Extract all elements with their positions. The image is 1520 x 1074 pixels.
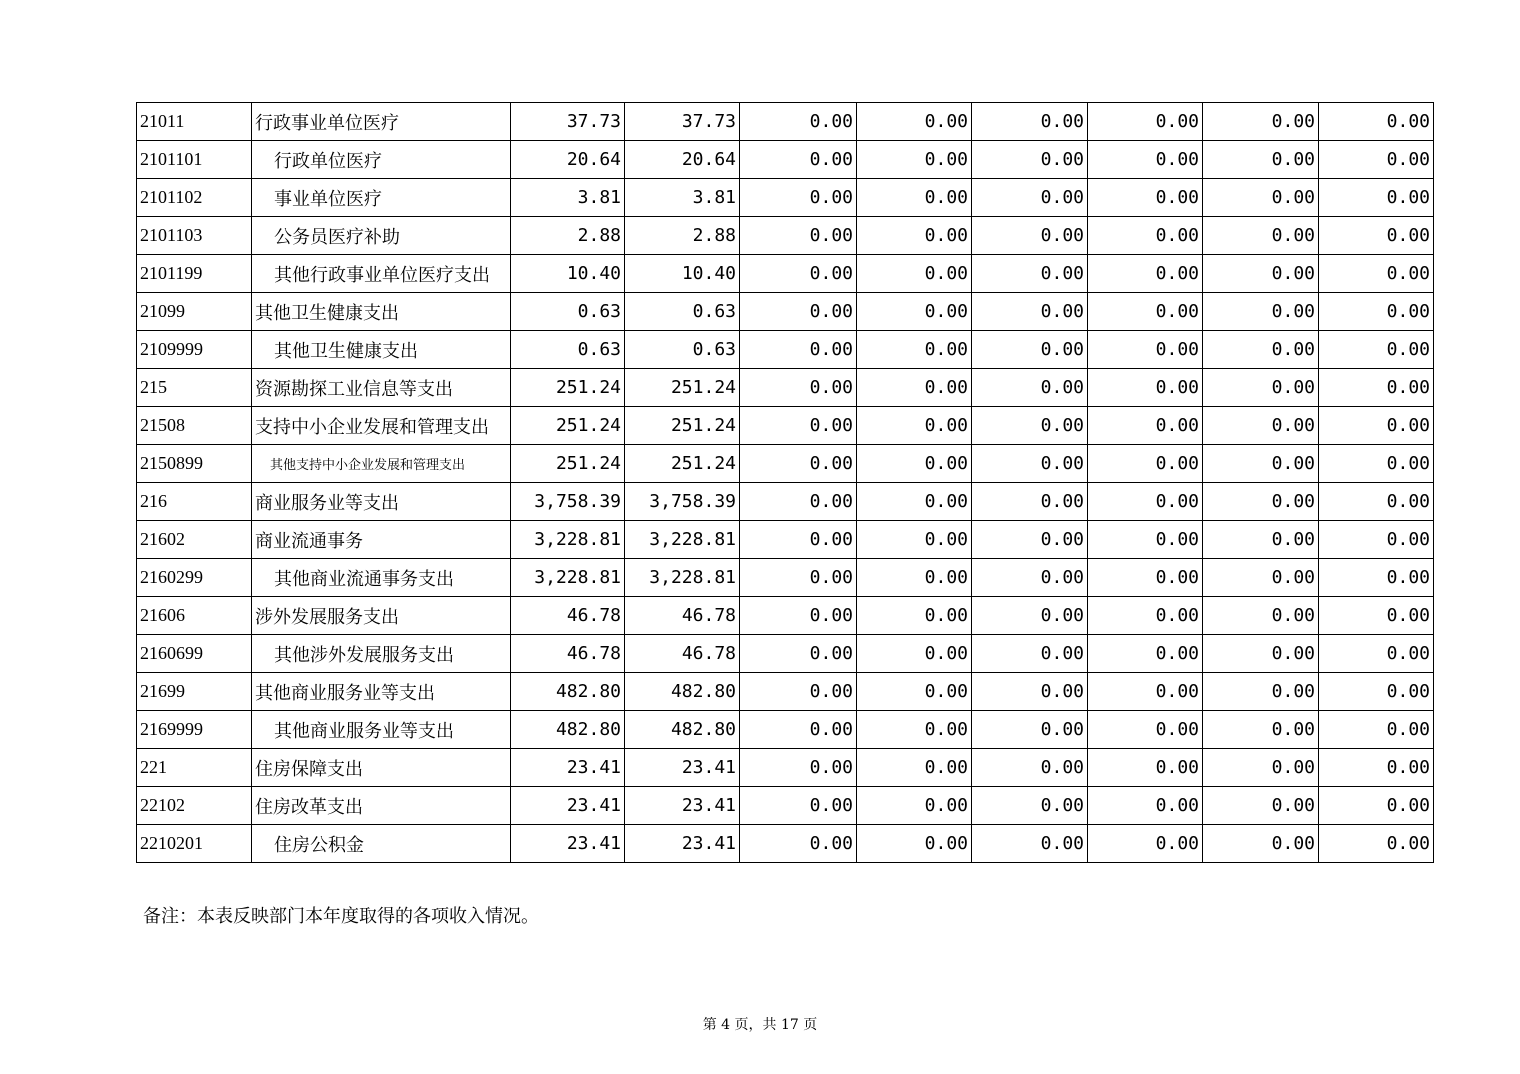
row-value: 0.00	[740, 255, 857, 293]
row-value: 0.00	[1319, 255, 1434, 293]
table-row	[137, 103, 1434, 141]
row-value: 251.24	[511, 407, 625, 445]
row-value: 0.00	[740, 331, 857, 369]
table-row	[137, 483, 1434, 521]
row-value: 0.00	[1203, 711, 1319, 749]
row-value: 0.00	[740, 103, 857, 141]
row-value: 482.80	[625, 673, 740, 711]
row-value: 0.00	[1088, 711, 1203, 749]
table-body	[137, 103, 1434, 863]
row-value: 0.00	[857, 369, 972, 407]
row-value: 10.40	[625, 255, 740, 293]
table-row	[137, 711, 1434, 749]
row-value: 23.41	[625, 825, 740, 863]
row-value: 0.00	[740, 293, 857, 331]
row-value: 0.00	[1203, 483, 1319, 521]
row-value: 0.00	[1088, 597, 1203, 635]
row-value: 37.73	[511, 103, 625, 141]
row-code: 2160699	[137, 635, 252, 673]
row-value: 0.00	[857, 597, 972, 635]
row-code: 21699	[137, 673, 252, 711]
table-row	[137, 293, 1434, 331]
row-value: 0.00	[1088, 103, 1203, 141]
row-code: 2169999	[137, 711, 252, 749]
row-value: 0.00	[857, 483, 972, 521]
row-value: 0.00	[857, 255, 972, 293]
row-name: 支持中小企业发展和管理支出	[252, 407, 511, 445]
row-value: 46.78	[625, 635, 740, 673]
row-value: 0.00	[857, 673, 972, 711]
row-value: 0.00	[1088, 255, 1203, 293]
table-row	[137, 141, 1434, 179]
table-row	[137, 331, 1434, 369]
table-row	[137, 749, 1434, 787]
row-code: 2109999	[137, 331, 252, 369]
row-name: 其他卫生健康支出	[252, 331, 511, 369]
row-name: 涉外发展服务支出	[252, 597, 511, 635]
row-code: 2101103	[137, 217, 252, 255]
row-code: 21602	[137, 521, 252, 559]
row-value: 0.63	[511, 293, 625, 331]
row-value: 0.00	[972, 369, 1088, 407]
row-value: 0.00	[740, 711, 857, 749]
row-value: 0.00	[972, 673, 1088, 711]
row-value: 37.73	[625, 103, 740, 141]
table-note: 备注：本表反映部门本年度取得的各项收入情况。	[143, 906, 539, 927]
row-code: 2160299	[137, 559, 252, 597]
table-row	[137, 635, 1434, 673]
row-value: 3,758.39	[511, 483, 625, 521]
row-name: 住房保障支出	[252, 749, 511, 787]
row-name: 商业流通事务	[252, 521, 511, 559]
row-value: 0.00	[972, 445, 1088, 483]
row-code: 22102	[137, 787, 252, 825]
budget-table	[136, 102, 1434, 863]
row-code: 2101101	[137, 141, 252, 179]
row-value: 0.00	[972, 483, 1088, 521]
row-code: 2101199	[137, 255, 252, 293]
row-value: 251.24	[511, 445, 625, 483]
row-value: 3.81	[511, 179, 625, 217]
row-value: 2.88	[625, 217, 740, 255]
table-row	[137, 369, 1434, 407]
row-value: 0.00	[1203, 787, 1319, 825]
row-value: 10.40	[511, 255, 625, 293]
row-value: 0.00	[740, 559, 857, 597]
row-value: 0.00	[1203, 749, 1319, 787]
row-value: 0.00	[972, 825, 1088, 863]
table-row	[137, 217, 1434, 255]
row-value: 0.00	[972, 597, 1088, 635]
row-value: 0.00	[972, 407, 1088, 445]
row-name: 商业服务业等支出	[252, 483, 511, 521]
row-value: 0.00	[857, 559, 972, 597]
row-code: 2101102	[137, 179, 252, 217]
row-value: 2.88	[511, 217, 625, 255]
row-value: 0.00	[740, 407, 857, 445]
row-value: 0.00	[1088, 293, 1203, 331]
row-value: 0.00	[857, 825, 972, 863]
row-name: 其他商业服务业等支出	[252, 673, 511, 711]
row-value: 0.00	[1203, 407, 1319, 445]
row-code: 21606	[137, 597, 252, 635]
row-name: 其他卫生健康支出	[252, 293, 511, 331]
table-row	[137, 597, 1434, 635]
row-value: 0.00	[1203, 217, 1319, 255]
row-code: 216	[137, 483, 252, 521]
row-name: 住房改革支出	[252, 787, 511, 825]
row-value: 0.63	[625, 293, 740, 331]
row-value: 0.00	[1088, 749, 1203, 787]
row-value: 20.64	[511, 141, 625, 179]
row-value: 0.00	[1203, 103, 1319, 141]
row-value: 0.00	[1088, 673, 1203, 711]
row-value: 0.00	[1319, 179, 1434, 217]
row-value: 0.00	[1088, 635, 1203, 673]
row-code: 21099	[137, 293, 252, 331]
row-value: 23.41	[511, 749, 625, 787]
table-row	[137, 673, 1434, 711]
row-value: 0.00	[1319, 483, 1434, 521]
row-value: 0.00	[1088, 521, 1203, 559]
table-row	[137, 255, 1434, 293]
row-value: 46.78	[511, 597, 625, 635]
table-row	[137, 407, 1434, 445]
row-value: 0.00	[1203, 673, 1319, 711]
row-value: 3,758.39	[625, 483, 740, 521]
row-value: 0.00	[1319, 407, 1434, 445]
row-name: 其他商业流通事务支出	[252, 559, 511, 597]
row-value: 0.00	[740, 749, 857, 787]
row-value: 0.00	[972, 331, 1088, 369]
row-value: 3,228.81	[511, 521, 625, 559]
row-value: 0.00	[1088, 445, 1203, 483]
row-value: 0.00	[1088, 787, 1203, 825]
row-name: 其他支持中小企业发展和管理支出	[252, 445, 511, 483]
table-row	[137, 521, 1434, 559]
row-code: 215	[137, 369, 252, 407]
row-value: 0.00	[857, 217, 972, 255]
row-value: 0.00	[857, 635, 972, 673]
row-value: 0.00	[857, 103, 972, 141]
row-name: 公务员医疗补助	[252, 217, 511, 255]
row-name: 其他涉外发展服务支出	[252, 635, 511, 673]
row-value: 0.00	[1319, 673, 1434, 711]
row-value: 0.00	[972, 255, 1088, 293]
row-value: 0.00	[1088, 141, 1203, 179]
row-value: 0.00	[1203, 293, 1319, 331]
row-value: 0.00	[1088, 331, 1203, 369]
row-value: 0.00	[1203, 331, 1319, 369]
row-value: 482.80	[511, 673, 625, 711]
row-value: 0.00	[1319, 825, 1434, 863]
row-value: 0.00	[857, 749, 972, 787]
row-value: 0.00	[1088, 407, 1203, 445]
page-footer: 第 4 页，共 17 页	[702, 1017, 818, 1033]
row-value: 0.00	[857, 179, 972, 217]
row-value: 0.00	[1203, 559, 1319, 597]
row-value: 0.00	[1319, 711, 1434, 749]
row-value: 23.41	[625, 749, 740, 787]
row-code: 2210201	[137, 825, 252, 863]
row-value: 46.78	[625, 597, 740, 635]
row-value: 0.00	[1319, 293, 1434, 331]
row-value: 0.00	[1203, 635, 1319, 673]
row-value: 0.00	[740, 521, 857, 559]
row-value: 0.00	[1203, 597, 1319, 635]
row-value: 0.00	[1319, 217, 1434, 255]
row-value: 0.00	[1319, 635, 1434, 673]
row-value: 0.00	[857, 293, 972, 331]
row-value: 3,228.81	[625, 521, 740, 559]
row-value: 0.00	[740, 179, 857, 217]
row-value: 0.63	[625, 331, 740, 369]
row-value: 0.00	[740, 825, 857, 863]
row-value: 0.00	[1088, 825, 1203, 863]
row-value: 0.00	[1088, 217, 1203, 255]
row-value: 482.80	[511, 711, 625, 749]
row-value: 23.41	[511, 787, 625, 825]
row-code: 21011	[137, 103, 252, 141]
row-value: 0.00	[740, 635, 857, 673]
row-value: 0.00	[1203, 445, 1319, 483]
table-row	[137, 559, 1434, 597]
row-value: 0.00	[1319, 141, 1434, 179]
row-name: 资源勘探工业信息等支出	[252, 369, 511, 407]
row-value: 3.81	[625, 179, 740, 217]
row-code: 21508	[137, 407, 252, 445]
row-name: 行政事业单位医疗	[252, 103, 511, 141]
row-value: 0.00	[740, 141, 857, 179]
row-value: 0.00	[1088, 179, 1203, 217]
row-value: 0.00	[740, 673, 857, 711]
row-value: 482.80	[625, 711, 740, 749]
table-row	[137, 445, 1434, 483]
row-value: 0.00	[972, 293, 1088, 331]
row-value: 0.00	[1319, 597, 1434, 635]
row-value: 0.63	[511, 331, 625, 369]
row-value: 0.00	[857, 141, 972, 179]
row-value: 0.00	[972, 179, 1088, 217]
row-code: 2150899	[137, 445, 252, 483]
row-value: 0.00	[740, 369, 857, 407]
row-value: 0.00	[740, 217, 857, 255]
row-value: 0.00	[857, 711, 972, 749]
row-value: 0.00	[1088, 483, 1203, 521]
row-value: 0.00	[857, 445, 972, 483]
row-value: 0.00	[972, 103, 1088, 141]
row-value: 0.00	[1203, 825, 1319, 863]
table-row	[137, 179, 1434, 217]
row-value: 23.41	[625, 787, 740, 825]
row-value: 0.00	[972, 141, 1088, 179]
row-value: 0.00	[972, 787, 1088, 825]
row-value: 0.00	[857, 331, 972, 369]
row-value: 0.00	[972, 711, 1088, 749]
row-value: 0.00	[857, 521, 972, 559]
row-value: 0.00	[1203, 141, 1319, 179]
row-value: 0.00	[1203, 255, 1319, 293]
row-value: 251.24	[625, 407, 740, 445]
row-value: 0.00	[972, 635, 1088, 673]
row-value: 0.00	[1088, 559, 1203, 597]
row-value: 251.24	[625, 369, 740, 407]
row-value: 0.00	[740, 445, 857, 483]
row-value: 0.00	[1319, 445, 1434, 483]
row-value: 0.00	[1203, 369, 1319, 407]
row-value: 23.41	[511, 825, 625, 863]
table-row	[137, 825, 1434, 863]
row-value: 0.00	[1088, 369, 1203, 407]
row-value: 0.00	[857, 407, 972, 445]
row-value: 0.00	[1203, 521, 1319, 559]
row-value: 0.00	[972, 521, 1088, 559]
row-value: 0.00	[1319, 559, 1434, 597]
row-value: 251.24	[625, 445, 740, 483]
row-value: 0.00	[1203, 179, 1319, 217]
row-value: 0.00	[1319, 103, 1434, 141]
row-value: 251.24	[511, 369, 625, 407]
row-name: 住房公积金	[252, 825, 511, 863]
row-value: 20.64	[625, 141, 740, 179]
row-value: 0.00	[1319, 331, 1434, 369]
row-value: 0.00	[740, 597, 857, 635]
row-code: 221	[137, 749, 252, 787]
row-name: 其他行政事业单位医疗支出	[252, 255, 511, 293]
row-value: 0.00	[857, 787, 972, 825]
row-value: 0.00	[972, 749, 1088, 787]
row-name: 行政单位医疗	[252, 141, 511, 179]
row-value: 46.78	[511, 635, 625, 673]
row-value: 0.00	[1319, 787, 1434, 825]
row-value: 0.00	[740, 483, 857, 521]
row-name: 事业单位医疗	[252, 179, 511, 217]
row-name: 其他商业服务业等支出	[252, 711, 511, 749]
row-value: 0.00	[972, 559, 1088, 597]
row-value: 3,228.81	[625, 559, 740, 597]
table-row	[137, 787, 1434, 825]
row-value: 0.00	[1319, 749, 1434, 787]
row-value: 3,228.81	[511, 559, 625, 597]
row-value: 0.00	[972, 217, 1088, 255]
row-value: 0.00	[1319, 521, 1434, 559]
row-value: 0.00	[740, 787, 857, 825]
row-value: 0.00	[1319, 369, 1434, 407]
